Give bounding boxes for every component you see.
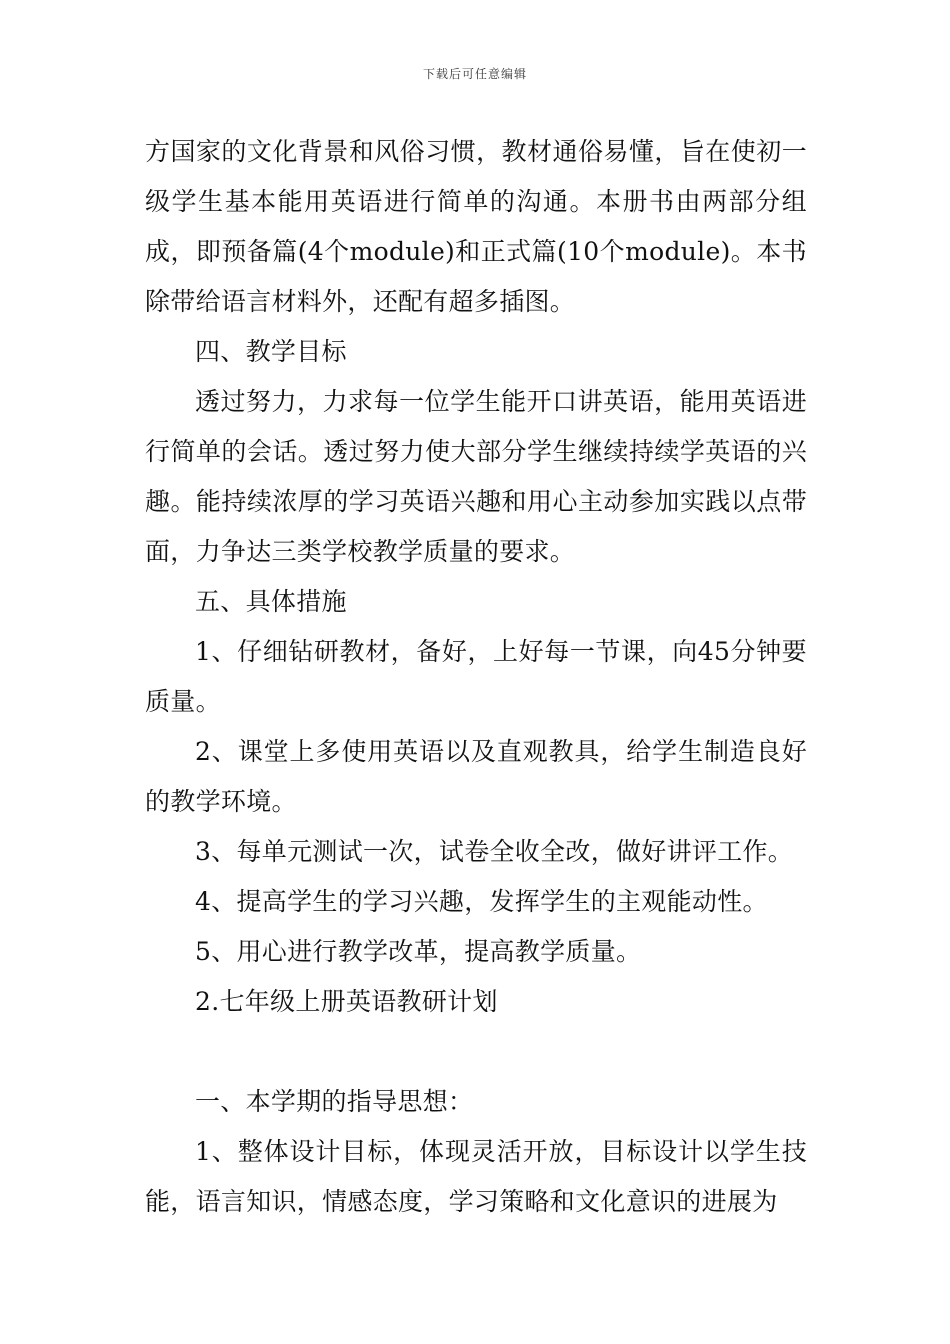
- list-item-measure-4: 4、提高学生的学习兴趣，发挥学生的主观能动性。: [195, 887, 768, 916]
- paragraph-teaching-goals: 透过努力，力求每一位学生能开口讲英语，能用英语进行简单的会话。透过努力使大部分学生继续持续学英语的兴趣。能持续浓厚的学习英语兴趣和用心主动参加实践以点带面，力争达三类学校教学质量的要求。: [145, 387, 807, 566]
- document-body: [145, 127, 807, 1227]
- blank-line: [145, 1027, 807, 1077]
- list-item-measure-2: 2、课堂上多使用英语以及直观教具，给学生制造良好的教学环境。: [145, 737, 807, 816]
- section-heading-guiding-ideas: 一、本学期的指导思想：: [195, 1087, 474, 1116]
- list-item-measure-1: 1、仔细钻研教材，备好，上好每一节课，向45分钟要质量。: [145, 637, 807, 716]
- section-heading-measures: 五、具体措施: [195, 587, 347, 616]
- document-subtitle: 2.七年级上册英语教研计划: [195, 987, 498, 1016]
- section-heading-teaching-goals: 四、教学目标: [195, 337, 347, 366]
- list-item-measure-5: 5、用心进行教学改革，提高教学质量。: [195, 937, 642, 966]
- paragraph-continuation: 方国家的文化背景和风俗习惯，教材通俗易懂，旨在使初一级学生基本能用英语进行简单的沟通。本册书由两部分组成，即预备篇(4个module)和正式篇(10个module)。本书除带给语言材料外，还配有超多插图。: [145, 137, 807, 316]
- list-item-guiding-1: 1、整体设计目标，体现灵活开放，目标设计以学生技能，语言知识，情感态度，学习策略和文化意识的进展为: [145, 1137, 807, 1216]
- list-item-measure-3: 3、每单元测试一次，试卷全收全改，做好讲评工作。: [195, 837, 794, 866]
- page-header: 下载后可任意编辑: [422, 67, 527, 81]
